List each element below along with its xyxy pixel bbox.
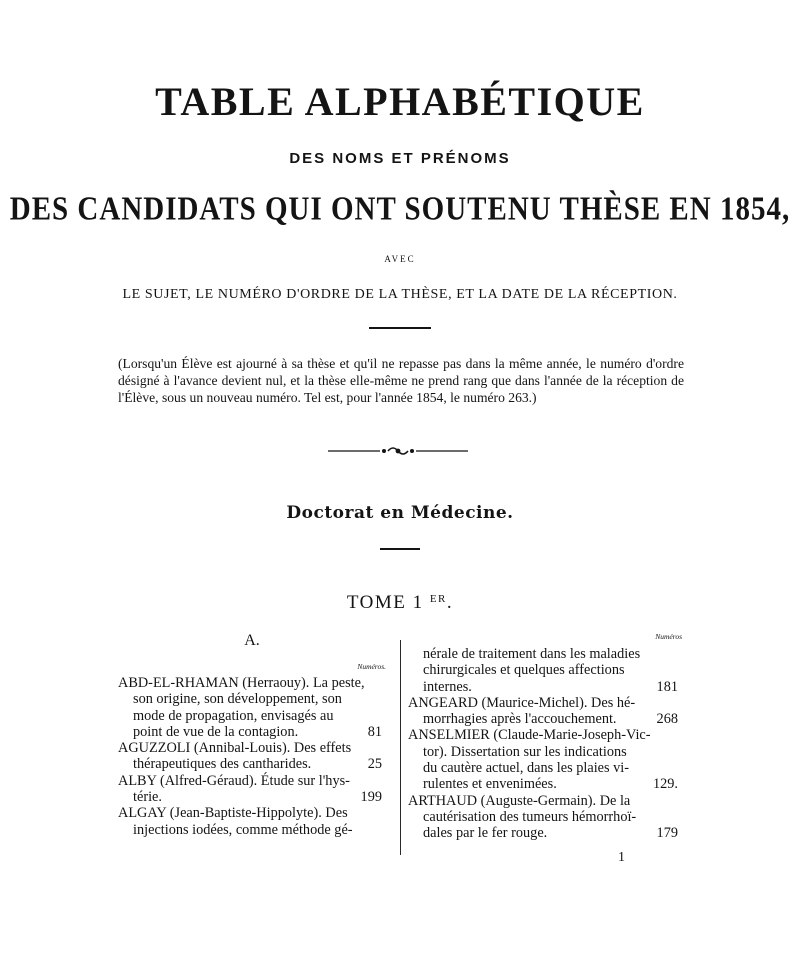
index-entry [118, 675, 386, 740]
section-title: Doctorat en Médecine. [286, 503, 514, 523]
entry-text: son origine, son développement, son [133, 691, 342, 708]
entry-text: ALBY (Alfred-Géraud). Étude sur l'hys- [118, 772, 350, 789]
entry-text: internes. [423, 678, 472, 695]
entry-number: 181 [656, 678, 678, 695]
subtitle-candidates: DES CANDIDATS QUI ONT SOUTENU THÈSE EN 1854, [9, 190, 791, 228]
index-entry [118, 805, 386, 838]
entry-line [408, 776, 682, 792]
index-column-left [118, 632, 386, 838]
volume-label: TOME 1 [346, 592, 424, 613]
entry-number: 25 [367, 756, 382, 773]
entry-line [118, 822, 386, 838]
numero-header-right: Numéros [655, 632, 682, 641]
entry-text: dales par le fer rouge. [423, 825, 548, 842]
numero-header: Numéros. [357, 662, 386, 671]
entry-line [118, 773, 386, 789]
entry-number: 81 [367, 723, 382, 740]
entry-line [118, 789, 386, 805]
subtitle-details: LE SUJET, LE NUMÉRO D'ORDRE DE LA THÈSE, ET LA DATE DE LA RÉCEPTION. [122, 287, 678, 302]
index-entry [118, 773, 386, 806]
entry-text: injections iodées, comme méthode gé- [133, 821, 353, 838]
page-number: 1 [618, 850, 625, 865]
entry-number: 199 [360, 789, 382, 806]
subtitle-avec: AVEC [384, 254, 416, 264]
letter-heading: A. [244, 632, 260, 649]
ornament-divider [328, 444, 468, 458]
entry-line [408, 662, 682, 678]
index-entry [118, 740, 386, 773]
section-rule [380, 548, 420, 550]
column-divider [400, 640, 401, 855]
page-title: TABLE ALPHABÉTIQUE [155, 79, 645, 124]
entry-line [118, 675, 386, 691]
entry-line [408, 695, 682, 711]
entry-line [408, 646, 682, 662]
entry-number: 268 [656, 711, 678, 728]
entry-line [408, 825, 682, 841]
index-entry [408, 646, 682, 695]
volume-suffix: . [446, 592, 454, 613]
entry-line [408, 679, 682, 695]
entry-line [408, 793, 682, 809]
entry-text: tor). Dissertation sur les indications [423, 743, 627, 760]
entry-line [118, 756, 386, 772]
entry-text: térie. [133, 789, 162, 806]
index-entry [408, 793, 682, 842]
index-entry [408, 695, 682, 728]
entry-number: 179 [656, 825, 678, 842]
entry-text: nérale de traitement dans les maladies [423, 646, 641, 662]
entry-text: mode de propagation, envisagés au [133, 707, 334, 724]
entry-text: ABD-EL-RHAMAN (Herraouy). La peste, [118, 675, 365, 691]
entry-text: chirurgicales et quelques affections [423, 662, 625, 679]
volume-title [0, 592, 800, 614]
entry-text: ALGAY (Jean-Baptiste-Hippolyte). Des [118, 805, 348, 822]
entry-line [118, 691, 386, 707]
entry-line [408, 760, 682, 776]
index-entry [408, 727, 682, 792]
entry-text: point de vue de la contagion. [133, 723, 299, 740]
entry-text: rulentes et envenimées. [423, 776, 557, 793]
entry-line [118, 805, 386, 821]
entry-text: thérapeutiques des cantharides. [133, 756, 312, 773]
entry-text: du cautère actuel, dans les plaies vi- [423, 760, 630, 777]
entry-line [408, 727, 682, 743]
entry-text: ANSELMIER (Claude-Marie-Joseph-Vic- [408, 727, 651, 744]
volume-sup: ER [429, 593, 447, 605]
right-entries [408, 646, 682, 842]
divider-rule [369, 327, 431, 329]
entry-text: morrhagies après l'accouchement. [423, 711, 617, 728]
entry-line [118, 740, 386, 756]
left-entries [118, 675, 386, 838]
entry-line [118, 724, 386, 740]
entry-text: cautérisation des tumeurs hémorrhoï- [423, 808, 637, 825]
explanatory-note: (Lorsqu'un Élève est ajourné à sa thèse et qu'il ne repasse pas dans la même année, le numéro d'ordre désigné à l'avance devient nul, et la thèse elle-même ne prend rang que dans l'année de la réception de l'Élève, sous un nouveau numéro. Tel est, pour l'année 1854, le numéro 263.) [118, 356, 684, 405]
entry-text: ARTHAUD (Auguste-Germain). De la [408, 792, 631, 809]
entry-line [408, 744, 682, 760]
subtitle-names: DES NOMS ET PRÉNOMS [289, 150, 511, 167]
entry-number: 129. [652, 776, 678, 793]
entry-line [118, 708, 386, 724]
entry-text: AGUZZOLI (Annibal-Louis). Des effets [118, 740, 352, 757]
entry-text: ANGEARD (Maurice-Michel). Des hé- [408, 694, 636, 711]
index-column-right [408, 632, 682, 842]
entry-line [408, 711, 682, 727]
entry-line [408, 809, 682, 825]
